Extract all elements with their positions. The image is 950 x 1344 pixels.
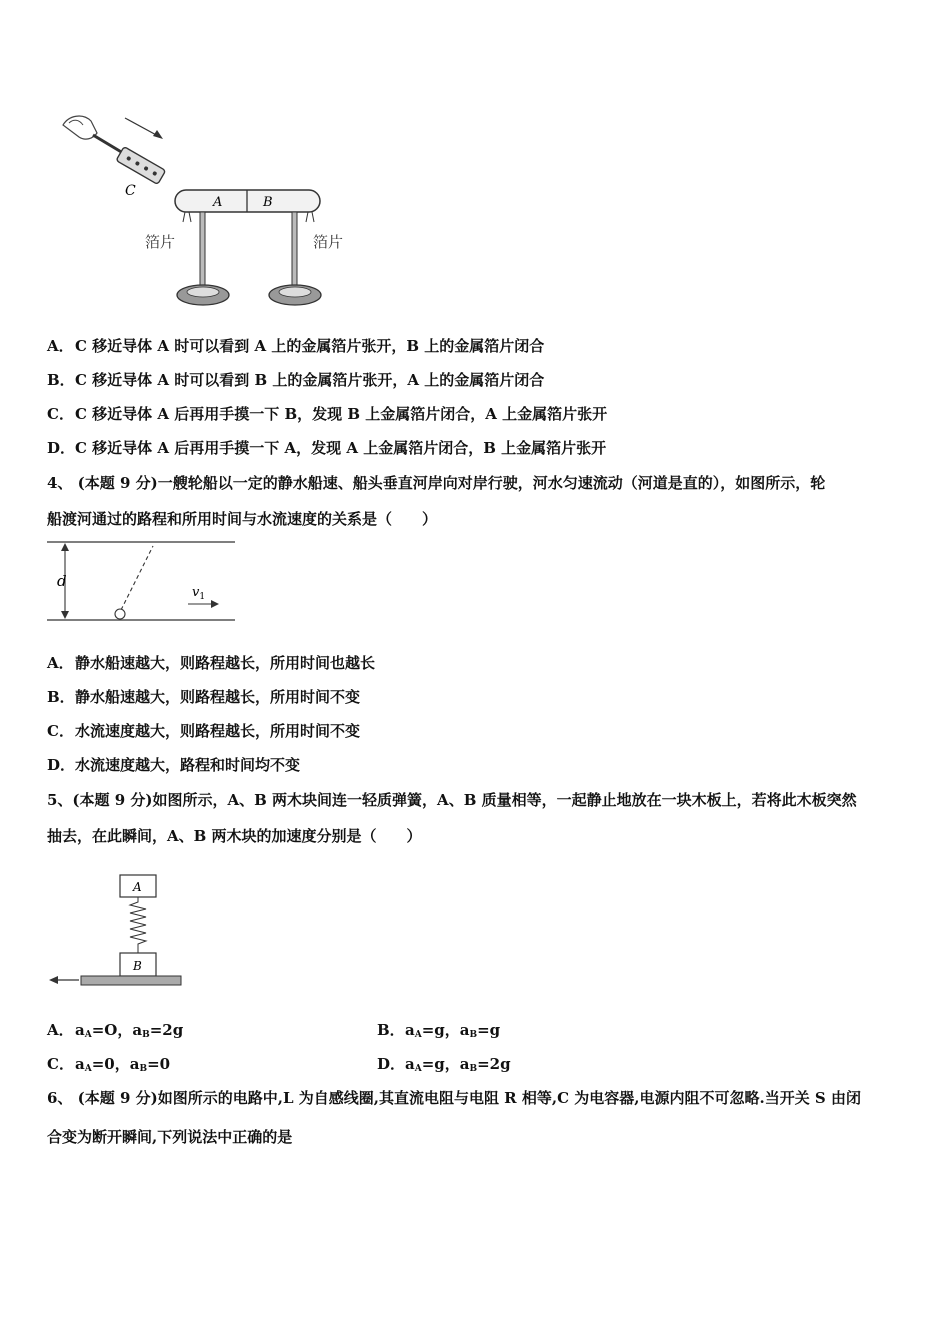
option-text: 静水船速越大，则路程越长，所用时间不变 — [75, 688, 361, 706]
option-label: A． — [47, 1021, 74, 1039]
q3-option-a — [47, 336, 544, 356]
q5-stem-line1: 5、(本题 9 分)如图所示，A、B 两木块间连一轻质弹簧，A、B 质量相等，一起静止地放在一块木板上，若将此木板突然 — [47, 791, 857, 809]
q4-option-a — [47, 653, 375, 673]
option-label: B． — [47, 688, 75, 706]
option-label: A． — [47, 654, 74, 672]
label-block-a: A — [133, 880, 142, 894]
hand-shape — [63, 116, 97, 139]
boat — [115, 609, 125, 619]
q5-option-b: B．$a_A=g$，$a_B=g$ — [377, 1021, 501, 1040]
q3-option-d — [47, 438, 606, 458]
option-text: 水流速度越大，则路程越长，所用时间不变 — [75, 722, 361, 740]
rod-handle — [93, 135, 123, 153]
label-a: A — [213, 195, 223, 210]
option-text: 静水船速越大，则路程越长，所用时间也越长 — [75, 654, 376, 672]
spring-blocks-figure — [45, 868, 190, 990]
option-label: D． — [377, 1055, 406, 1073]
label-b: B — [263, 195, 273, 210]
option-label: C． — [47, 1055, 74, 1073]
option-label: B． — [47, 371, 75, 389]
option-text: C 移近导体 A 后再用手摸一下 B，发现 B 上金属箔片闭合，A 上金属箔片张开 — [75, 405, 608, 423]
option-label: A． — [47, 337, 74, 355]
option-text: C 移近导体 A 时可以看到 B 上的金属箔片张开，A 上的金属箔片闭合 — [75, 371, 545, 389]
q5-option-a: A．$a_A=O$，$a_B=2g$ — [47, 1021, 184, 1040]
option-label: B． — [377, 1021, 405, 1039]
river-diagram — [45, 538, 240, 626]
q6-stem-line2: 合变为断开瞬间,下列说法中正确的是 — [47, 1128, 293, 1146]
label-block-b: B — [133, 959, 142, 973]
boat-path — [121, 546, 153, 610]
option-label: C． — [47, 405, 74, 423]
q4-option-b — [47, 687, 360, 707]
charged-rod-c — [116, 147, 166, 185]
option-text: C 移近导体 A 后再用手摸一下 A，发现 A 上金属箔片闭合，B 上金属箔片张开 — [75, 439, 607, 457]
option-text: C 移近导体 A 时可以看到 A 上的金属箔片张开，B 上的金属箔片闭合 — [75, 337, 545, 355]
board — [81, 976, 181, 985]
q4-stem-line1: 4、 (本题 9 分)一艘轮船以一定的静水船速、船头垂直河岸向对岸行驶，河水匀速流动（河道是直的），如图所示，轮 — [47, 474, 826, 492]
q6-stem-line1: 6、 (本题 9 分)如图所示的电路中,L 为自感线圈,其直流电阻与电阻 R 相等,C 为电容器,电源内阻不可忽略.当开关 S 由闭 — [47, 1089, 861, 1107]
option-label: D． — [47, 756, 76, 774]
foil-label-right: 箔片 — [313, 233, 344, 251]
river-figure — [45, 538, 240, 626]
q4-stem-line2: 船渡河通过的路程和所用时间与水流速度的关系是（ ） — [47, 510, 438, 528]
q3-option-c — [47, 404, 607, 424]
q4-option-d — [47, 755, 300, 775]
q5-option-d: D．$a_A=g$，$a_B=2g$ — [377, 1055, 511, 1074]
q5-option-c: C．$a_A=0$，$a_B=0$ — [47, 1055, 171, 1074]
q5-stem-line2: 抽去，在此瞬间，A、B 两木块的加速度分别是（ ） — [47, 827, 422, 845]
q4-option-c — [47, 721, 360, 741]
option-label: C． — [47, 722, 74, 740]
left-stand — [200, 212, 205, 292]
label-c: C — [125, 183, 136, 199]
option-text: 水流速度越大，路程和时间均不变 — [75, 756, 301, 774]
option-label: D． — [47, 439, 76, 457]
right-stand — [292, 212, 297, 292]
electroscope-diagram — [55, 105, 355, 320]
foil-label-left: 箔片 — [145, 233, 176, 251]
label-d: d — [57, 572, 67, 590]
q3-option-b — [47, 370, 544, 390]
spring — [130, 897, 146, 953]
electroscope-figure — [55, 105, 355, 320]
label-v1: $v_1$ — [192, 585, 206, 602]
spring-blocks-diagram — [45, 868, 190, 990]
